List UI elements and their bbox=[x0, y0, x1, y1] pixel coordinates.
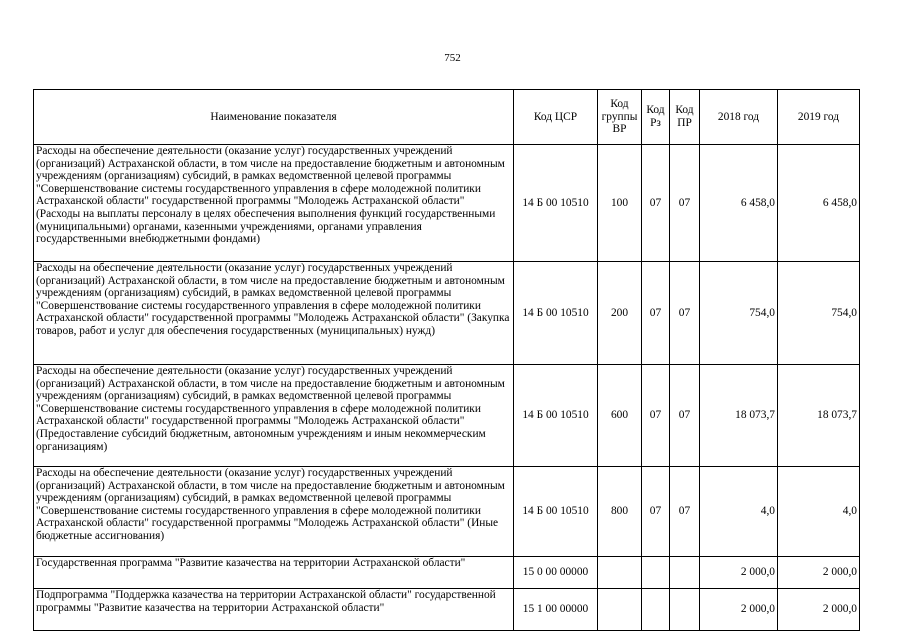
row-rz: 07 bbox=[642, 262, 670, 365]
row-pr: 07 bbox=[670, 262, 700, 365]
row-pr: 07 bbox=[670, 467, 700, 557]
row-name: Государственная программа "Развитие казачества на территории Астраханской области" bbox=[34, 557, 514, 589]
table-row bbox=[34, 145, 860, 262]
table-row bbox=[34, 262, 860, 365]
row-pr bbox=[670, 557, 700, 589]
header-2019: 2019 год bbox=[778, 90, 860, 145]
row-vr: 200 bbox=[598, 262, 642, 365]
header-name: Наименование показателя bbox=[34, 90, 514, 145]
row-csr: 14 Б 00 10510 bbox=[514, 467, 598, 557]
row-name: Расходы на обеспечение деятельности (оказание услуг) государственных учреждений (организаций) Астраханской области, в том числе на предоставление бюджетным и автономным учреждениям (организациям) субсидий, в рамках ведомственной целевой программы "Совершенствование системы государственного управления в сфере молодежной политики Астраханской области" государственной программы "Молодежь Астраханской области" (Иные бюджетные ассигнования) bbox=[34, 467, 514, 557]
header-2018: 2018 год bbox=[700, 90, 778, 145]
header-pr: Код ПР bbox=[670, 90, 700, 145]
header-csr: Код ЦСР bbox=[514, 90, 598, 145]
row-rz: 07 bbox=[642, 365, 670, 467]
row-vr: 600 bbox=[598, 365, 642, 467]
header-row bbox=[34, 90, 860, 145]
header-rz: Код Рз bbox=[642, 90, 670, 145]
row-rz: 07 bbox=[642, 145, 670, 262]
row-vr: 800 bbox=[598, 467, 642, 557]
row-2019: 754,0 bbox=[778, 262, 860, 365]
row-csr: 15 0 00 00000 bbox=[514, 557, 598, 589]
table-row bbox=[34, 365, 860, 467]
table-row bbox=[34, 589, 860, 631]
table-row bbox=[34, 467, 860, 557]
row-csr: 14 Б 00 10510 bbox=[514, 262, 598, 365]
row-2018: 4,0 bbox=[700, 467, 778, 557]
row-2018: 2 000,0 bbox=[700, 589, 778, 631]
row-2019: 6 458,0 bbox=[778, 145, 860, 262]
row-rz bbox=[642, 557, 670, 589]
row-2018: 754,0 bbox=[700, 262, 778, 365]
header-vr: Код группы ВР bbox=[598, 90, 642, 145]
row-pr: 07 bbox=[670, 365, 700, 467]
row-pr: 07 bbox=[670, 145, 700, 262]
row-2018: 18 073,7 bbox=[700, 365, 778, 467]
row-vr bbox=[598, 589, 642, 631]
row-csr: 15 1 00 00000 bbox=[514, 589, 598, 631]
row-2019: 2 000,0 bbox=[778, 557, 860, 589]
row-csr: 14 Б 00 10510 bbox=[514, 145, 598, 262]
budget-table bbox=[33, 89, 860, 631]
table-row bbox=[34, 557, 860, 589]
row-rz: 07 bbox=[642, 467, 670, 557]
row-2018: 2 000,0 bbox=[700, 557, 778, 589]
row-name: Расходы на обеспечение деятельности (оказание услуг) государственных учреждений (организаций) Астраханской области, в том числе на предоставление бюджетным и автономным учреждениям (организациям) субсидий, в рамках ведомственной целевой программы "Совершенствование системы государственного управления в сфере молодежной политики Астраханской области" государственной программы "Молодежь Астраханской области" (Предоставление субсидий бюджетным, автономным учреждениям и иным некоммерческим организациям) bbox=[34, 365, 514, 467]
row-2019: 18 073,7 bbox=[778, 365, 860, 467]
row-csr: 14 Б 00 10510 bbox=[514, 365, 598, 467]
row-pr bbox=[670, 589, 700, 631]
row-2019: 4,0 bbox=[778, 467, 860, 557]
row-name: Расходы на обеспечение деятельности (оказание услуг) государственных учреждений (организаций) Астраханской области, в том числе на предоставление бюджетным и автономным учреждениям (организациям) субсидий, в рамках ведомственной целевой программы "Совершенствование системы государственного управления в сфере молодежной политики Астраханской области" государственной программы "Молодежь Астраханской области" (Закупка товаров, работ и услуг для обеспечения государственных (муниципальных) нужд) bbox=[34, 262, 514, 365]
row-name: Расходы на обеспечение деятельности (оказание услуг) государственных учреждений (организаций) Астраханской области, в том числе на предоставление бюджетным и автономным учреждениям (организациям) субсидий, в рамках ведомственной целевой программы "Совершенствование системы государственного управления в сфере молодежной политики Астраханской области" государственной программы "Молодежь Астраханской области" (Расходы на выплаты персоналу в целях обеспечения выполнения функций государственными (муниципальными) органами, казенными учреждениями, органами управления государственными внебюджетными фондами) bbox=[34, 145, 514, 262]
row-rz bbox=[642, 589, 670, 631]
row-2018: 6 458,0 bbox=[700, 145, 778, 262]
row-name: Подпрограмма "Поддержка казачества на территории Астраханской области" государственной программы "Развитие казачества на территории Астраханской области" bbox=[34, 589, 514, 631]
row-vr: 100 bbox=[598, 145, 642, 262]
page-number: 752 bbox=[444, 52, 461, 64]
row-vr bbox=[598, 557, 642, 589]
row-2019: 2 000,0 bbox=[778, 589, 860, 631]
